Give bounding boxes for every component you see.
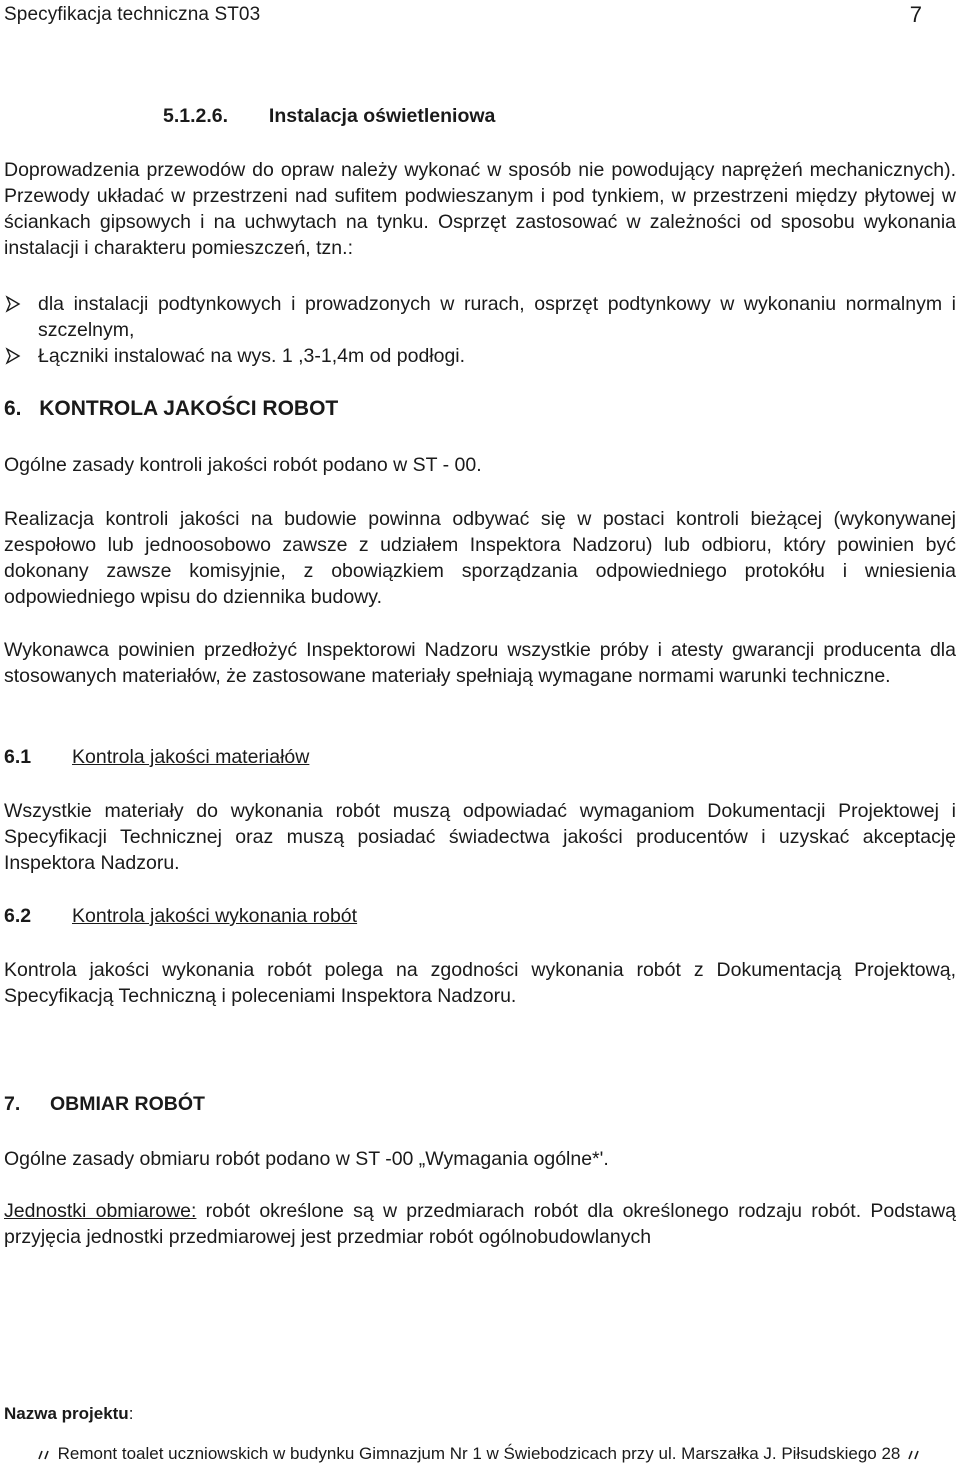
section-title: OBMIAR ROBÓT bbox=[50, 1093, 205, 1115]
list-item-text: dla instalacji podtynkowych i prowadzonych w rurach, osprzęt podtynkowy w wykonaniu normalnym i szczelnym, bbox=[38, 293, 956, 341]
list-item bbox=[4, 343, 956, 369]
section-title: KONTROLA JAKOŚCI ROBOT bbox=[39, 397, 339, 420]
footer-label bbox=[4, 1404, 133, 1424]
paragraph-intro-6: Ogólne zasady kontroli jakości robót podano w ST - 00. bbox=[4, 454, 482, 476]
section-title: Kontrola jakości wykonania robót bbox=[72, 905, 358, 927]
section-title: Kontrola jakości materiałów bbox=[72, 746, 310, 768]
section-heading-6 bbox=[4, 396, 956, 422]
paragraph-quality-control: Realizacja kontroli jakości na budowie powinna odbywać się w postaci kontroli bieżącej (wykonywanej zespołowo lub jednoosobowo zawsze z udziałem Inspektora Nadzoru) lub odbioru, który powinien być dokonany zawsze komisyjnie, z obowiązkiem sporządzania odpowiedniego protokółu i wniesienia odpowiedniego wpisu do dziennika budowy. bbox=[4, 508, 956, 608]
arrowhead-bullet-icon bbox=[4, 291, 24, 317]
section-heading-7 bbox=[4, 1091, 956, 1117]
paragraph-units bbox=[4, 1198, 956, 1250]
paragraph-materials: Wszystkie materiały do wykonania robót muszą odpowiadać wymaganiom Dokumentacji Projektowej i Specyfikacji Technicznej oraz muszą posiadać świadectwa jakości producentów i uzyskać akceptację Inspektora Nadzoru. bbox=[4, 800, 956, 874]
section-number: 5.1.2.6. bbox=[163, 105, 229, 127]
section-heading-5-1-2-6 bbox=[163, 103, 863, 129]
page-number: 7 bbox=[909, 2, 922, 27]
section-title: Instalacja oświetleniowa bbox=[268, 105, 496, 127]
section-number: 6. bbox=[4, 397, 22, 420]
section-number: 6.1 bbox=[4, 746, 32, 768]
paragraph-installation: Doprowadzenia przewodów do opraw należy wykonać w sposób nie powodujący naprężeń mechanicznych). Przewody układać w przestrzeni nad sufitem podwieszanym i pod tynkiem, w przestrzeni między płytowej w ściankach gipsowych i na uchwytach na tynku. Osprzęt zastosować w zależności od sposobu wykonania instalacji i charakteru pomieszczeń, tzn.: bbox=[4, 159, 956, 259]
footer-label-colon: : bbox=[128, 1404, 134, 1423]
paragraph-contractor: Wykonawca powinien przedłożyć Inspektorowi Nadzoru wszystkie próby i atesty gwarancji producenta dla stosowanych materiałów, że zastosowane materiały spełniają wymagane normami warunki techniczne. bbox=[4, 639, 956, 687]
double-quote-icon bbox=[905, 1447, 923, 1461]
paragraph-intro-7: Ogólne zasady obmiaru robót podano w ST -00 „Wymagania ogólne*'. bbox=[4, 1148, 609, 1170]
section-number: 6.2 bbox=[4, 905, 32, 927]
units-text: robót określone są w przedmiarach robót dla określonego rodzaju robót. Podstawą przyjęcia jednostki przedmiarowej jest przedmiar robót ogólnobudowlanych bbox=[4, 1200, 956, 1248]
project-name: Remont toalet uczniowskich w budynku Gimnazjum Nr 1 w Świebodzicach przy ul. Marszałka J. Piłsudskiego 28 bbox=[57, 1444, 901, 1463]
units-label: Jednostki obmiarowe: bbox=[4, 1200, 197, 1222]
double-quote-icon bbox=[37, 1447, 53, 1461]
header-title: Specyfikacja techniczna ST03 bbox=[4, 4, 261, 25]
footer-label-bold: Nazwa projektu bbox=[4, 1404, 129, 1423]
footer-project bbox=[4, 1444, 956, 1464]
section-heading-6-2 bbox=[4, 903, 956, 929]
section-heading-6-1 bbox=[4, 744, 956, 770]
arrowhead-bullet-icon bbox=[4, 343, 24, 369]
paragraph-execution: Kontrola jakości wykonania robót polega na zgodności wykonania robót z Dokumentacją Projektową, Specyfikacją Techniczną i poleceniami Inspektora Nadzoru. bbox=[4, 959, 956, 1007]
section-number: 7. bbox=[4, 1093, 21, 1115]
list-item bbox=[4, 291, 956, 343]
list-item-text: Łączniki instalować na wys. 1 ,3-1,4m od podłogi. bbox=[38, 345, 466, 367]
